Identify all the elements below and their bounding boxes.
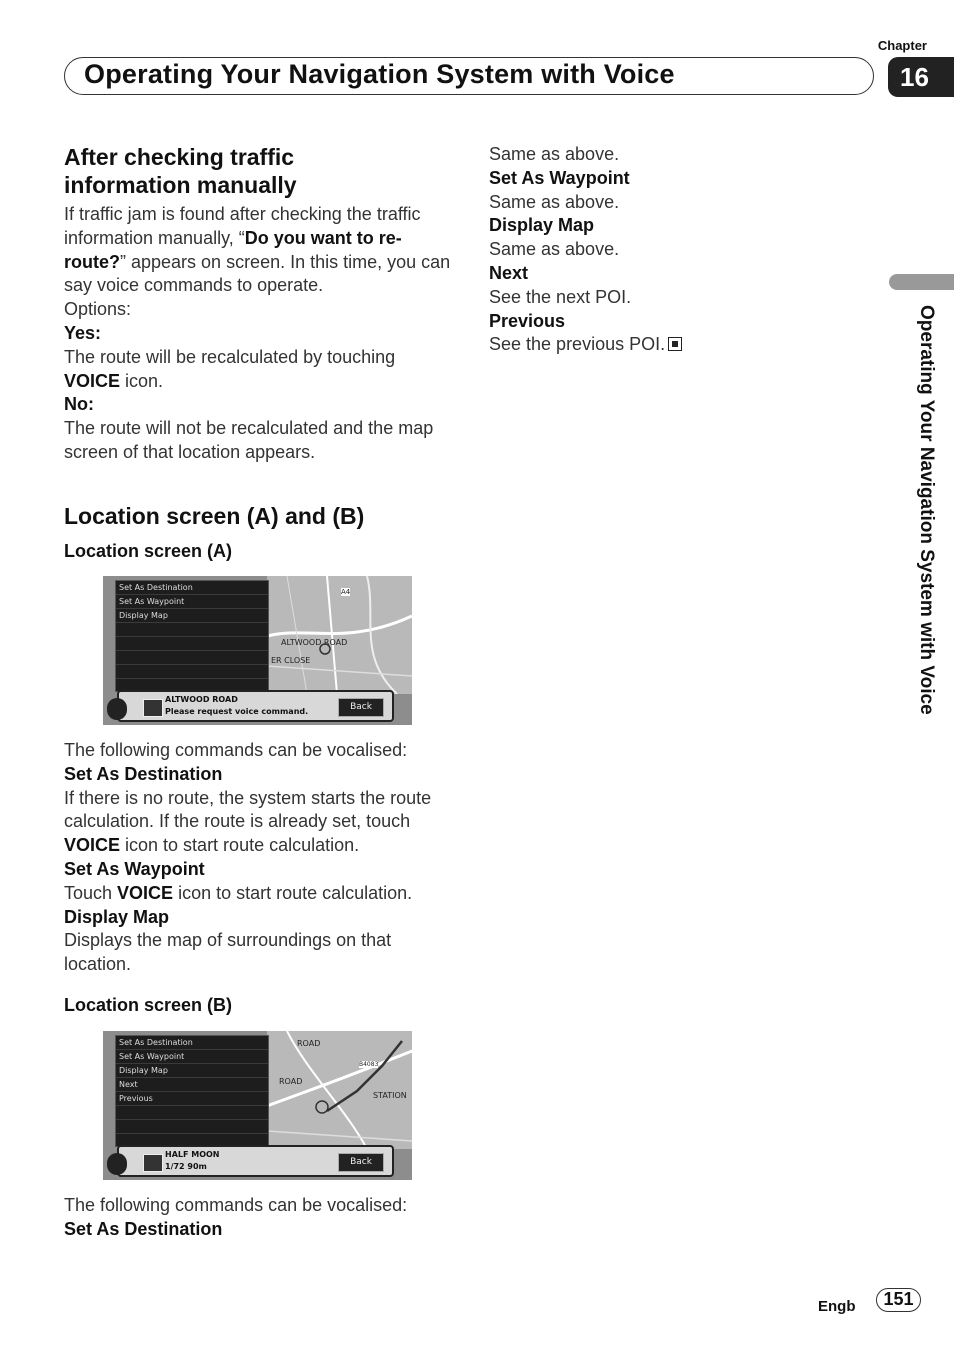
menu-item-previous: Previous bbox=[116, 1092, 268, 1106]
menu-item-set-destination: Set As Destination bbox=[116, 581, 268, 595]
menu-item-empty bbox=[116, 665, 268, 679]
map-label-road-2: ROAD bbox=[279, 1077, 303, 1086]
subheading-screen-b: Location screen (B) bbox=[64, 994, 233, 1015]
menu-item-set-waypoint: Set As Waypoint bbox=[116, 1050, 268, 1064]
cmd-previous-label: Previous bbox=[489, 310, 566, 331]
location-screen-b-image bbox=[103, 1031, 412, 1180]
page-title: Operating Your Navigation System with Voice bbox=[84, 59, 675, 89]
map-roads bbox=[267, 576, 412, 694]
cmd-b-set-destination-label: Set As Destination bbox=[64, 1218, 223, 1239]
map-label-road-number: A4 bbox=[341, 588, 351, 596]
same-as-above-3: Same as above. bbox=[489, 239, 620, 260]
cmd1-text-b: icon to start route calculation. bbox=[120, 835, 360, 856]
cmd2-text-b: icon to start route calculation. bbox=[173, 882, 413, 903]
commands-intro: The following commands can be vocalised: bbox=[64, 1195, 408, 1215]
yes-label: Yes: bbox=[64, 322, 102, 343]
microphone-icon bbox=[107, 1153, 127, 1175]
commands-intro: The following commands can be vocalised: bbox=[64, 740, 408, 760]
chapter-number: 16 bbox=[888, 57, 954, 97]
voice-status-bar bbox=[117, 1145, 394, 1177]
cmd-previous-text: See the previous POI. bbox=[489, 334, 666, 355]
status-location: HALF MOON bbox=[165, 1150, 220, 1159]
right-column bbox=[489, 143, 869, 357]
side-tab-marker bbox=[889, 274, 954, 290]
voice-icon bbox=[143, 699, 163, 717]
cmd-next-text: See the next POI. bbox=[489, 286, 632, 307]
cmd-set-waypoint-text bbox=[64, 882, 456, 906]
yes-text bbox=[64, 346, 456, 394]
section-heading-location: Location screen (A) and (B) bbox=[64, 503, 365, 529]
side-tab-title: Operating Your Navigation System with Voice bbox=[916, 305, 937, 715]
yes-text-b: icon. bbox=[120, 370, 164, 391]
cmd-b-display-map-label: Display Map bbox=[489, 215, 595, 236]
menu-item-empty bbox=[116, 623, 268, 637]
map-view bbox=[267, 576, 412, 694]
cmd-set-waypoint-label: Set As Waypoint bbox=[64, 858, 205, 879]
back-button: Back bbox=[338, 698, 384, 717]
section-traffic bbox=[64, 143, 456, 465]
menu-item-empty bbox=[116, 1106, 268, 1120]
intro-paragraph bbox=[64, 203, 456, 298]
voice-command-menu bbox=[115, 580, 269, 692]
options-label: Options: bbox=[64, 299, 132, 320]
menu-item-set-waypoint: Set As Waypoint bbox=[116, 595, 268, 609]
intro-text-end: ” appears on screen. In this time, you can say voice commands to operate. bbox=[64, 251, 451, 296]
status-message: Please request voice command. bbox=[165, 707, 309, 716]
voice-keyword: VOICE bbox=[64, 835, 121, 856]
cmd-b-set-waypoint-label: Set As Waypoint bbox=[489, 167, 630, 188]
menu-item-display-map: Display Map bbox=[116, 1064, 268, 1078]
heading-line2: information manually bbox=[64, 172, 297, 198]
menu-item-display-map: Display Map bbox=[116, 609, 268, 623]
map-view bbox=[267, 1031, 412, 1149]
page-number: 151 bbox=[876, 1288, 921, 1312]
map-label-road-number: B4083 bbox=[359, 1061, 379, 1068]
cmd-set-destination-label: Set As Destination bbox=[64, 763, 223, 784]
same-as-above-1: Same as above. bbox=[489, 144, 620, 164]
same-as-above-2: Same as above. bbox=[489, 191, 620, 212]
voice-keyword: VOICE bbox=[117, 882, 174, 903]
cmd-display-map-text: Displays the map of surroundings on that location. bbox=[64, 930, 392, 975]
commands-screen-a bbox=[64, 739, 456, 1017]
section-location-screen bbox=[64, 502, 456, 563]
status-location: ALTWOOD ROAD bbox=[165, 695, 238, 704]
subheading-screen-a: Location screen (A) bbox=[64, 541, 233, 561]
map-label-road: ROAD bbox=[297, 1039, 321, 1048]
end-of-section-icon bbox=[668, 337, 682, 351]
cmd-next-label: Next bbox=[489, 262, 529, 283]
voice-status-bar bbox=[117, 690, 394, 722]
menu-item-empty bbox=[116, 651, 268, 665]
commands-screen-b bbox=[64, 1194, 456, 1242]
cmd1-text-a: If there is no route, the system starts the route calculation. If the route is already set, touch bbox=[64, 787, 432, 832]
cmd-display-map-label: Display Map bbox=[64, 906, 170, 927]
prompt-quote: Do you want to re-route? bbox=[64, 227, 402, 272]
intro-text: If traffic jam is found after checking the traffic information manually, “ bbox=[64, 204, 421, 248]
map-label-altwood: ALTWOOD ROAD bbox=[281, 638, 348, 647]
map-label-close: ER CLOSE bbox=[271, 656, 311, 665]
voice-keyword: VOICE bbox=[64, 370, 121, 391]
heading-line1: After checking traffic bbox=[64, 144, 295, 170]
cmd-set-destination-text bbox=[64, 787, 456, 858]
menu-item-empty bbox=[116, 637, 268, 651]
section-heading-traffic bbox=[64, 143, 456, 199]
status-message: 1/72 90m bbox=[165, 1162, 207, 1171]
microphone-icon bbox=[107, 698, 127, 720]
yes-text-a: The route will be recalculated by touching bbox=[64, 346, 396, 367]
no-text: The route will not be recalculated and the map screen of that location appears. bbox=[64, 418, 434, 462]
no-label: No: bbox=[64, 394, 94, 415]
map-label-station: STATION bbox=[373, 1091, 407, 1100]
voice-icon bbox=[143, 1154, 163, 1172]
menu-item-next: Next bbox=[116, 1078, 268, 1092]
chapter-label: Chapter bbox=[877, 38, 927, 53]
map-roads bbox=[267, 1031, 412, 1149]
menu-item-set-destination: Set As Destination bbox=[116, 1036, 268, 1050]
menu-item-empty bbox=[116, 1120, 268, 1134]
language-code: Engb bbox=[818, 1298, 856, 1315]
cmd2-text-a: Touch bbox=[64, 882, 118, 903]
voice-command-menu bbox=[115, 1035, 269, 1147]
cmd-previous-row bbox=[489, 333, 869, 357]
back-button: Back bbox=[338, 1153, 384, 1172]
location-screen-a-image bbox=[103, 576, 412, 725]
